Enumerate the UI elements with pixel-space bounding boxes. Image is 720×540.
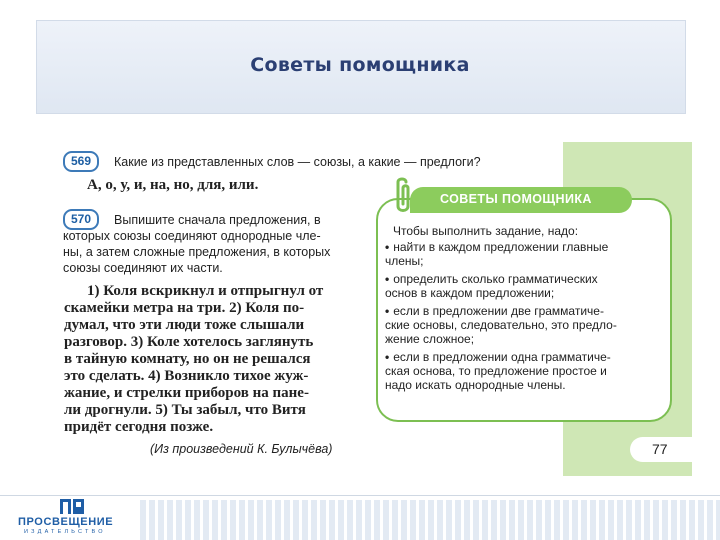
slide-title: Советы помощника: [250, 54, 470, 76]
exercise-text-line: скамейки метра на три. 2) Коля по-: [64, 300, 305, 316]
publisher-subtitle: ИЗДАТЕЛЬСТВО: [24, 529, 106, 535]
exercise-source: (Из произведений К. Булычёва): [150, 442, 333, 456]
tips-label: СОВЕТЫ ПОМОЩНИКА: [440, 192, 592, 206]
tips-intro: Чтобы выполнить задание, надо:: [393, 224, 579, 238]
tips-bullet: • если в предложении одна грамматиче- ская основа, то предложение простое и надо искать однородные члены.: [385, 350, 611, 392]
task-570-line-4: союзы соединяют их части.: [63, 261, 223, 275]
exercise-text-line: придёт сегодня позже.: [64, 419, 214, 435]
exercise-text-line: разговор. 3) Коле хотелось заглянуть: [64, 334, 314, 350]
exercise-text-line: ли дрогнули. 5) Ты забыл, что Витя: [64, 402, 306, 418]
task-570-line-2: которых союзы соединяют однородные чле-: [63, 229, 321, 243]
task-569-words: А, о, у, и, на, но, для, или.: [87, 177, 259, 193]
tips-bullet: • если в предложении две грамматиче- ские основы, следовательно, это предло- жение сложное;: [385, 304, 617, 346]
exercise-text-line: это сделать. 4) Возникло тихое жуж-: [64, 368, 309, 384]
footer-decoration: [140, 500, 720, 540]
tips-bullet: • определить сколько грамматических основ в каждом предложении;: [385, 272, 598, 300]
task-570-line-3: ны, а затем сложные предложения, в которых: [63, 245, 331, 259]
task-number-569: 569: [63, 151, 99, 172]
exercise-text-line: 1) Коля вскрикнул и отпрыгнул от: [87, 283, 324, 299]
exercise-text-line: жание, и стрелки приборов на пане-: [64, 385, 309, 401]
publisher-name: ПРОСВЕЩЕНИЕ: [18, 516, 114, 528]
exercise-text-line: думал, что эти люди тоже слышали: [64, 317, 305, 333]
task-number-570: 570: [63, 209, 99, 230]
task-569-question: Какие из представленных слов — союзы, а какие — предлоги?: [114, 155, 481, 169]
page-number: 77: [652, 441, 668, 457]
paperclip-icon: [384, 176, 420, 220]
footer-divider: [0, 495, 720, 496]
tips-bullet: • найти в каждом предложении главные члены;: [385, 240, 609, 268]
task-570-line-1: Выпишите сначала предложения, в: [114, 213, 321, 227]
exercise-text-line: в тайную комнату, но он не решался: [64, 351, 311, 367]
publisher-logo-icon: [58, 496, 88, 516]
